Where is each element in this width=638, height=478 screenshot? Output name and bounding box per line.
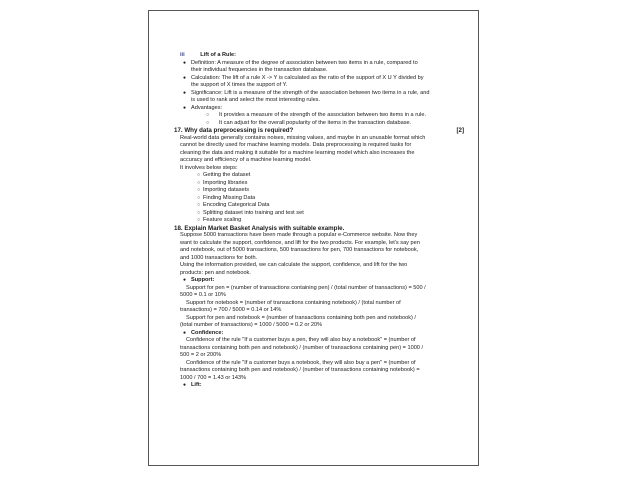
lift-bullet	[174, 75, 470, 83]
advantage-text: It provides a measure of the strength of the association between two items in a rule.	[219, 112, 427, 118]
confidence-line: transactions containing both pen and notebook) / (number of transactions containing pen) = 1000 /	[180, 344, 424, 351]
confidence-line: 500 = 2 or 200%	[180, 352, 222, 358]
support-line: Support for pen and notebook = (number of transactions containing both pen and notebook) /	[186, 314, 416, 321]
q17-step	[174, 195, 470, 203]
lift-rule-title: Lift of a Rule:	[200, 52, 236, 58]
support-line: Support for notebook = (number of transactions containing notebook) / (total number of	[186, 299, 401, 306]
support-label: Support:	[191, 277, 215, 283]
bullet-text: their individual frequencies in the transaction database.	[191, 67, 328, 73]
confidence-line: transactions containing both pen and notebook) / (number of transactions containing notebook) =	[180, 367, 420, 373]
circle-bullet-icon: ○	[197, 187, 201, 193]
bullet-icon: ●	[183, 382, 187, 388]
q18-para-line: want to calculate the support, confidence, and lift for the two products. For example, let's say pen	[180, 239, 420, 246]
step-text: Importing libraries	[203, 179, 248, 186]
q17-marks: [2]	[456, 127, 464, 134]
bullet-text: Definition: A measure of the degree of association between two items in a rule, compared to	[191, 59, 418, 66]
bullet-text: Significance: Lift is a measure of the strength of the association between two items in a rule, and	[191, 89, 430, 96]
bullet-icon: ●	[183, 59, 187, 66]
circle-bullet-icon: ○	[206, 112, 210, 118]
step-text: Feature scaling	[203, 217, 242, 223]
step-text: Encoding Categorical Data	[203, 202, 270, 208]
support-line: (total number of transactions) = 1000 / 5000 = 0.2 or 20%	[180, 322, 323, 328]
circle-bullet-icon: ○	[197, 172, 201, 178]
document-page	[148, 10, 479, 466]
q17-step	[174, 210, 470, 218]
bullet-icon: ●	[183, 329, 187, 336]
q17-para-line: accuracy and efficiency of a machine learning model.	[180, 157, 312, 163]
q17-step	[174, 187, 470, 195]
bullet-text: Advantages:	[191, 104, 223, 111]
support-line: Support for pen = (number of transactions containing pen) / (total number of transactions) = 500 /	[186, 284, 426, 291]
bullet-icon: ●	[183, 74, 187, 81]
q18-para-line: and notebook, out of 5000 transactions, 500 transactions for pen, 700 transactions for notebook,	[180, 247, 419, 253]
advantage-item	[174, 112, 470, 120]
bullet-icon: ●	[183, 277, 187, 283]
step-text: Getting the dataset	[203, 172, 251, 178]
confidence-heading	[174, 330, 470, 338]
advantage-item	[174, 120, 470, 128]
step-text: Splitting dataset into training and test set	[203, 209, 304, 216]
q17-para-line: It involves below steps:	[180, 164, 238, 171]
bullet-text: Calculation: The lift of a rule X -> Y is calculated as the ratio of the support of X U Y divided by	[191, 74, 424, 81]
confidence-line: 1000 / 700 = 1.43 or 143%	[180, 374, 247, 381]
lift-heading	[174, 382, 470, 390]
confidence-line: Confidence of the rule "If a customer buys a notebook, they will also buy a pen" = (number of	[186, 359, 416, 366]
q17-para-line: cleaning the data and making it suitable for a machine learning model which also increases the	[180, 149, 415, 156]
lift-bullet-cont	[174, 82, 470, 90]
lift-bullet	[174, 60, 470, 68]
page-content	[174, 52, 470, 390]
circle-bullet-icon: ○	[197, 202, 201, 208]
bullet-icon: ●	[183, 104, 187, 111]
q17-step	[174, 202, 470, 210]
lift-label: Lift:	[191, 382, 202, 388]
circle-bullet-icon: ○	[197, 209, 201, 216]
q17-heading	[174, 127, 470, 135]
step-text: Importing datasets	[203, 187, 250, 193]
q18-para-line: and 1000 transactions for both.	[180, 254, 258, 261]
step-text: Finding Missing Data	[203, 194, 256, 201]
circle-bullet-icon: ○	[197, 179, 201, 186]
circle-bullet-icon: ○	[197, 217, 201, 223]
q17-step	[174, 172, 470, 180]
q18-para-line: products: pen and notebook.	[180, 269, 251, 276]
lift-bullet-cont	[174, 67, 470, 75]
q17-step	[174, 180, 470, 188]
lift-bullet	[174, 90, 470, 98]
confidence-label: Confidence:	[191, 329, 224, 336]
confidence-line: Confidence of the rule "If a customer buys a pen, they will also buy a notebook" = (number of	[186, 337, 416, 343]
bullet-text: is used to rank and select the most interesting rules.	[191, 97, 321, 103]
support-line: 5000 = 0.1 or 10%	[180, 292, 226, 298]
bullet-text: the support of X times the support of Y.	[191, 82, 288, 88]
roman-numeral: iii	[180, 52, 185, 58]
q18-heading: 18. Explain Market Basket Analysis with suitable example.	[174, 224, 345, 232]
support-heading	[174, 277, 470, 285]
q17-para-line: Real-world data generally contains noises, missing values, and maybe in an unusable format which	[180, 134, 426, 141]
q18-para-line: Using the information provided, we can calculate the support, confidence, and lift for the two	[180, 262, 408, 268]
q17-para-line: cannot be directly used for machine learning models. Data preprocessing is required tasks for	[180, 142, 412, 148]
lift-bullet	[174, 105, 470, 113]
bullet-icon: ●	[183, 89, 187, 96]
advantage-text: It can adjust for the overall popularity of the items in the transaction database.	[219, 119, 412, 126]
lift-rule-heading	[174, 52, 470, 60]
q17-step	[174, 217, 470, 225]
circle-bullet-icon: ○	[197, 194, 201, 201]
lift-bullet-cont	[174, 97, 470, 105]
support-line: transactions) = 700 / 5000 = 0.14 or 14%	[180, 307, 282, 313]
q18-para-line: Suppose 5000 transactions have been made through a popular e-Commerce website. Now they	[180, 232, 418, 238]
circle-bullet-icon: ○	[206, 119, 210, 126]
q17-heading-text: 17. Why data preprocessing is required?	[174, 127, 294, 134]
